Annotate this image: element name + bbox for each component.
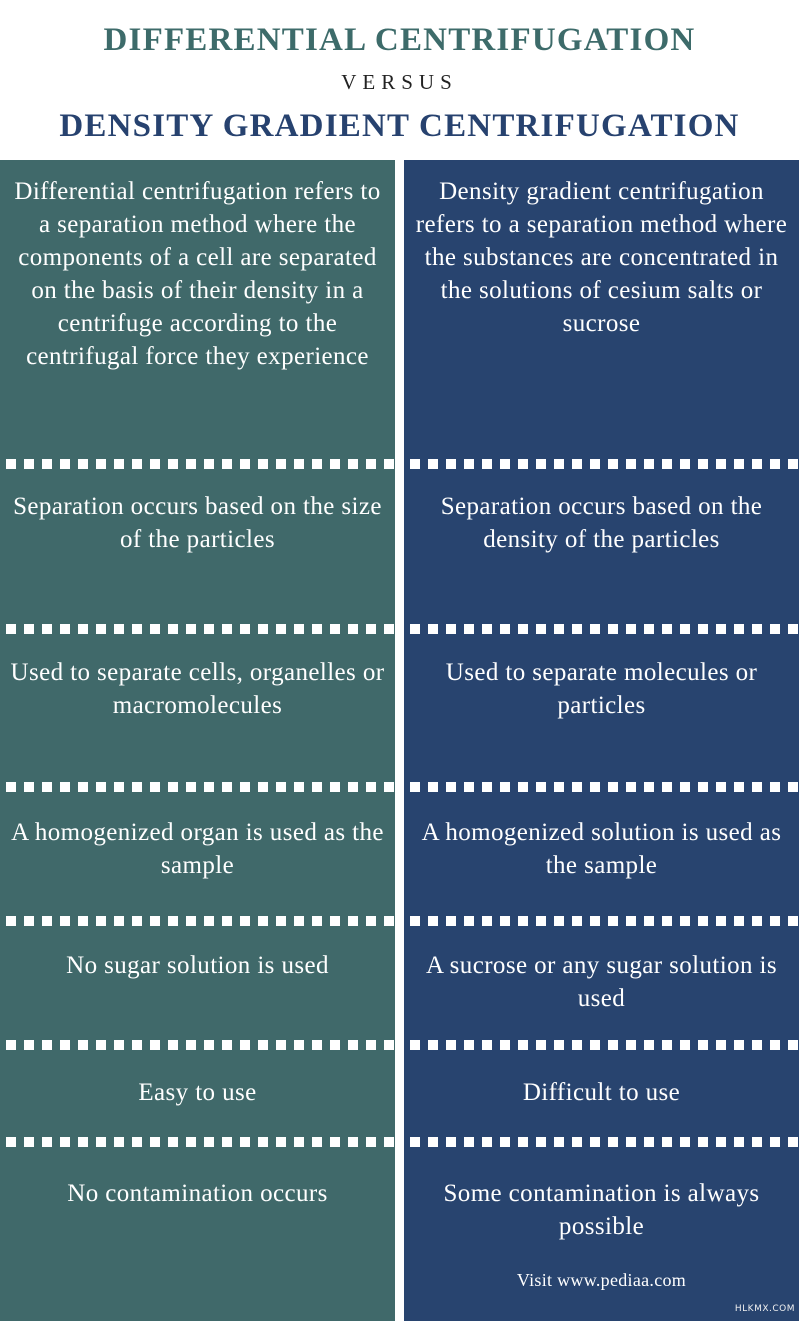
right-cell-separation-basis: Separation occurs based on the density of the particles xyxy=(440,493,763,553)
left-cell-ease: Easy to use xyxy=(138,1079,257,1106)
row-divider xyxy=(0,459,395,469)
right-cell-sugar: A sucrose or any sugar solution is used xyxy=(425,952,778,1012)
watermark: HLKMX.COM xyxy=(734,1304,795,1314)
title-differential: DIFFERENTIAL CENTRIFUGATION xyxy=(103,22,696,58)
row-divider xyxy=(0,624,395,634)
row-divider xyxy=(0,1040,395,1050)
right-cell-definition: Density gradient centrifugation refers to a separation method where the substances are concentrated in the solutions of cesium salts or sucrose xyxy=(415,178,788,337)
row-divider xyxy=(0,782,395,792)
source-credit: Visit www.pediaa.com xyxy=(516,1270,687,1290)
left-cell-usage: Used to separate cells, organelles or macromolecules xyxy=(10,659,385,719)
right-cell-contamination: Some contamination is always possible xyxy=(443,1180,760,1240)
row-divider xyxy=(404,916,799,926)
right-column xyxy=(404,160,799,1321)
header xyxy=(0,0,799,160)
left-column xyxy=(0,160,395,1321)
versus-label: VERSUS xyxy=(341,70,458,94)
right-cell-sample: A homogenized solution is used as the sample xyxy=(421,819,782,879)
left-cell-contamination: No contamination occurs xyxy=(67,1180,328,1207)
left-cell-sample: A homogenized organ is used as the sample xyxy=(11,819,384,879)
row-divider xyxy=(404,1137,799,1147)
left-cell-definition: Differential centrifugation refers to a separation method where the components of a cell are separated on the basis of their density in a centrifuge according to the centrifugal force they experience xyxy=(14,178,381,370)
row-divider xyxy=(0,1137,395,1147)
right-cell-usage: Used to separate molecules or particles xyxy=(445,659,758,719)
title-density-gradient: DENSITY GRADIENT CENTRIFUGATION xyxy=(59,108,740,144)
row-divider xyxy=(404,782,799,792)
left-cell-separation-basis: Separation occurs based on the size of the particles xyxy=(13,493,382,553)
row-divider xyxy=(404,459,799,469)
row-divider xyxy=(0,916,395,926)
row-divider xyxy=(404,1040,799,1050)
left-cell-sugar: No sugar solution is used xyxy=(66,952,329,979)
row-divider xyxy=(404,624,799,634)
right-cell-ease: Difficult to use xyxy=(522,1079,681,1106)
